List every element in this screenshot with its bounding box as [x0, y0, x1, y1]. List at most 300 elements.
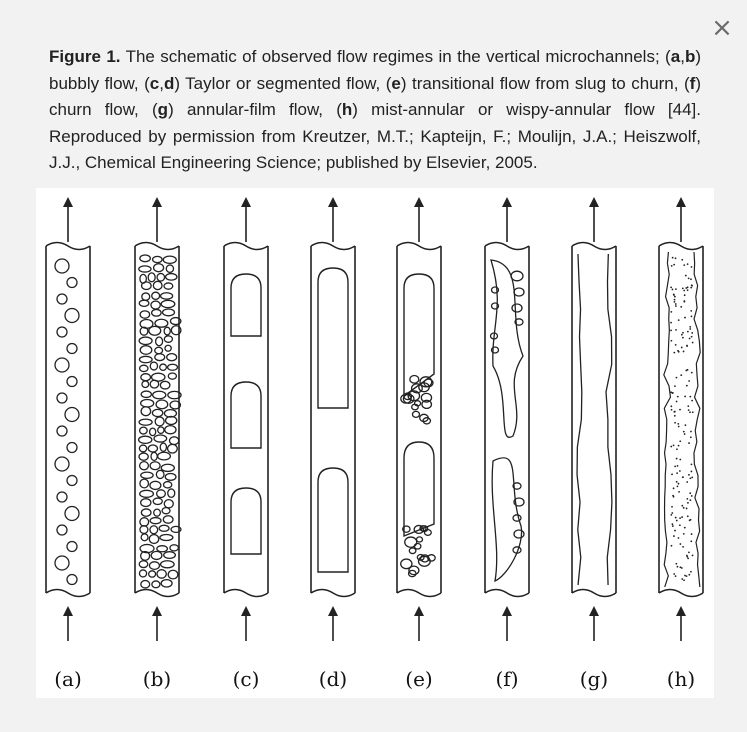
- mist-droplet: [683, 431, 685, 433]
- bubble: [169, 437, 178, 445]
- bubble: [167, 354, 177, 361]
- churn-gas-region: [492, 458, 521, 581]
- bubble: [165, 345, 171, 351]
- panel-label: (b): [142, 667, 172, 691]
- bubble: [156, 337, 163, 346]
- mist-droplet: [685, 275, 687, 277]
- bubble: [67, 377, 77, 387]
- bubble: [139, 436, 152, 443]
- mist-droplet: [675, 303, 677, 305]
- bubble: [150, 481, 161, 489]
- bubble: [152, 309, 162, 316]
- mist-droplet: [674, 466, 676, 468]
- bubble: [513, 515, 521, 521]
- mist-droplet: [679, 459, 681, 461]
- bubble: [139, 300, 149, 306]
- mist-droplet: [686, 481, 688, 483]
- bubble: [158, 427, 164, 434]
- mist-droplet: [690, 519, 692, 521]
- bubble: [168, 489, 175, 497]
- mist-droplet: [675, 517, 677, 519]
- mist-droplet: [684, 317, 686, 319]
- mist-droplet: [681, 505, 683, 507]
- panel-f: [485, 202, 529, 691]
- bubble: [164, 336, 172, 342]
- mist-droplet: [684, 527, 686, 529]
- mist-droplet: [675, 329, 677, 331]
- panel-label: (e): [405, 667, 433, 691]
- bubble: [166, 274, 177, 281]
- tube-end: [485, 243, 529, 250]
- mist-droplet: [691, 463, 693, 465]
- mist-droplet: [673, 352, 675, 354]
- mist-droplet: [688, 574, 690, 576]
- mist-droplet: [691, 285, 693, 287]
- mist-droplet: [686, 385, 688, 387]
- bubble: [416, 537, 422, 542]
- bubble: [67, 575, 77, 585]
- bubble: [148, 273, 155, 282]
- mist-droplet: [684, 575, 686, 577]
- bubble: [164, 500, 173, 508]
- taylor-bubble: [318, 268, 348, 408]
- bubble: [139, 561, 148, 568]
- mist-droplet: [689, 411, 691, 413]
- bubble: [140, 311, 150, 318]
- mist-droplet: [679, 566, 681, 568]
- bubble: [161, 464, 174, 471]
- bubble: [55, 457, 69, 471]
- mist-droplet: [681, 578, 683, 580]
- mist-droplet: [675, 288, 677, 290]
- bubble: [55, 259, 69, 273]
- bubble: [153, 391, 166, 398]
- distorted-slug: [404, 442, 434, 536]
- mist-droplet: [690, 436, 692, 438]
- tube-end: [224, 590, 268, 597]
- bubble: [158, 452, 171, 460]
- mist-droplet: [686, 556, 688, 558]
- mist-droplet: [691, 315, 693, 317]
- bubble: [166, 265, 173, 272]
- mist-droplet: [680, 306, 682, 308]
- bubble: [152, 581, 160, 588]
- mist-droplet: [681, 516, 683, 518]
- reference-link[interactable]: 44: [672, 100, 692, 120]
- bubble: [410, 376, 419, 384]
- panel-label: (h): [666, 667, 696, 691]
- bubble: [512, 304, 522, 312]
- mist-droplet: [674, 299, 676, 301]
- bubble: [164, 283, 173, 289]
- mist-droplet: [676, 481, 678, 483]
- mist-droplet: [690, 540, 692, 542]
- mist-droplet: [691, 476, 693, 478]
- mist-droplet: [682, 546, 684, 548]
- bubble: [149, 571, 156, 577]
- bubble: [514, 530, 524, 538]
- mist-droplet: [684, 433, 686, 435]
- bubble: [57, 525, 67, 535]
- tube-end: [46, 243, 90, 250]
- mist-droplet: [670, 329, 672, 331]
- mist-droplet: [679, 543, 681, 545]
- mist-droplet: [682, 337, 684, 339]
- bubble: [165, 426, 176, 434]
- mist-droplet: [681, 334, 683, 336]
- bubble: [151, 301, 160, 309]
- mist-droplet: [673, 411, 675, 413]
- bubble: [153, 281, 162, 289]
- bubble: [65, 507, 79, 521]
- bubble: [141, 534, 148, 541]
- bubble: [511, 271, 523, 281]
- mist-droplet: [688, 474, 690, 476]
- mist-droplet: [671, 473, 673, 475]
- mist-droplet: [673, 294, 675, 296]
- mist-droplet: [691, 495, 693, 497]
- mist-droplet: [684, 396, 686, 398]
- bubble: [170, 545, 178, 551]
- mist-droplet: [687, 263, 689, 265]
- tube-end: [397, 590, 441, 597]
- bubble: [141, 581, 150, 588]
- mist-droplet: [682, 332, 684, 334]
- panel-c: [224, 202, 268, 691]
- mist-droplet: [675, 305, 677, 307]
- mist-droplet: [680, 374, 682, 376]
- mist-droplet: [689, 492, 691, 494]
- mist-droplet: [671, 512, 673, 514]
- bubble: [155, 347, 163, 354]
- bubble: [155, 417, 164, 426]
- taylor-bubble: [231, 382, 261, 448]
- bubble: [157, 273, 165, 281]
- bubble: [67, 476, 77, 486]
- mist-droplet: [686, 508, 688, 510]
- panel-b: [135, 202, 181, 691]
- bubble: [141, 472, 153, 478]
- mist-droplet: [690, 431, 692, 433]
- mist-droplet: [683, 301, 685, 303]
- bubble: [160, 381, 170, 389]
- bubble: [412, 411, 419, 417]
- bubble: [139, 453, 148, 460]
- mist-droplet: [687, 557, 689, 559]
- mist-droplet: [687, 405, 689, 407]
- mist-droplet: [675, 575, 677, 577]
- mist-droplet: [675, 563, 677, 565]
- mist-droplet: [674, 296, 676, 298]
- close-icon[interactable]: ×: [711, 13, 733, 43]
- mist-droplet: [676, 472, 678, 474]
- bubble: [140, 365, 148, 371]
- bubble: [57, 426, 67, 436]
- mist-droplet: [671, 506, 673, 508]
- mist-droplet: [679, 524, 681, 526]
- bubble: [148, 445, 157, 452]
- bubble: [161, 561, 175, 568]
- mist-droplet: [678, 426, 680, 428]
- bubble: [65, 309, 79, 323]
- figure-caption: Figure 1. The schematic of observed flow regimes in the vertical microchannels; (a,b) bubbly flow, (c,d) Taylor or segmented flow, (e) transitional flow from slug to churn, (f) churn flow, (g) annular-film flow, (h) mist-annular or wispy-annular flow [44]. Reproduced by permission from Kreutzer, M.T.; Kapteijn, F.; Moulijn, J.A.; Heiszwolf, J.J., Chemical Engineering Science; published by Elsevier, 2005.: [49, 47, 701, 173]
- mist-droplet: [689, 499, 691, 501]
- mist-droplet: [676, 458, 678, 460]
- tube-end: [46, 590, 90, 597]
- mist-droplet: [689, 338, 691, 340]
- mist-droplet: [671, 545, 673, 547]
- mist-droplet: [673, 573, 675, 575]
- panel-a: [46, 202, 90, 691]
- bubble: [151, 551, 162, 559]
- mist-droplet: [672, 392, 674, 394]
- bubble: [141, 499, 151, 507]
- mist-droplet: [684, 294, 686, 296]
- bubble: [157, 546, 168, 552]
- mist-droplet: [687, 331, 689, 333]
- mist-droplet: [673, 264, 675, 266]
- mist-droplet: [687, 286, 689, 288]
- bubble: [154, 435, 167, 442]
- bubble: [150, 380, 158, 388]
- bubble: [168, 373, 176, 379]
- mist-droplet: [691, 332, 693, 334]
- wispy-film-right: [694, 252, 700, 587]
- bubble: [67, 278, 77, 288]
- bubble: [514, 288, 524, 296]
- mist-droplet: [687, 502, 689, 504]
- bubble: [164, 482, 172, 488]
- liquid-film-right: [606, 254, 612, 585]
- bubble: [151, 452, 157, 460]
- mist-droplet: [677, 423, 679, 425]
- bubble: [139, 266, 151, 272]
- mist-droplet: [676, 377, 678, 379]
- mist-droplet: [691, 266, 693, 268]
- mist-droplet: [676, 401, 678, 403]
- mist-droplet: [671, 523, 673, 525]
- mist-droplet: [671, 265, 673, 267]
- mist-droplet: [677, 465, 679, 467]
- mist-droplet: [679, 409, 681, 411]
- tube-end: [397, 243, 441, 250]
- mist-droplet: [679, 517, 681, 519]
- bubble: [405, 537, 417, 547]
- bubble: [140, 479, 149, 488]
- mist-droplet: [678, 537, 680, 539]
- taylor-bubble: [318, 468, 348, 572]
- mist-droplet: [670, 286, 672, 288]
- tube-end: [311, 590, 355, 597]
- mist-droplet: [683, 579, 685, 581]
- bubble: [152, 409, 162, 416]
- tube-end: [659, 243, 703, 250]
- mist-droplet: [687, 515, 689, 517]
- bubble: [67, 344, 77, 354]
- bubble: [141, 374, 151, 381]
- mist-droplet: [683, 290, 685, 292]
- bubble: [150, 526, 158, 534]
- bubble: [141, 391, 151, 397]
- bubble: [160, 443, 166, 451]
- mist-droplet: [679, 470, 681, 472]
- mist-droplet: [687, 289, 689, 291]
- mist-droplet: [690, 287, 692, 289]
- bubble: [409, 548, 416, 554]
- mist-droplet: [689, 396, 691, 398]
- taylor-bubble: [231, 488, 261, 554]
- bubble: [139, 445, 146, 452]
- panel-label: (g): [579, 667, 609, 691]
- bubble: [149, 535, 158, 544]
- bubble: [154, 509, 161, 516]
- bubble: [163, 516, 173, 523]
- mist-droplet: [677, 396, 679, 398]
- mist-droplet: [691, 372, 693, 374]
- mist-droplet: [683, 507, 685, 509]
- mist-droplet: [674, 385, 676, 387]
- mist-droplet: [688, 409, 690, 411]
- panel-label: (a): [54, 667, 82, 691]
- bubble: [140, 255, 150, 262]
- mist-droplet: [683, 264, 685, 266]
- bubble: [159, 525, 169, 531]
- figure-drawing: [36, 188, 714, 698]
- mist-droplet: [678, 445, 680, 447]
- bubble: [140, 518, 149, 526]
- bubble: [140, 490, 154, 497]
- tube-end: [135, 590, 179, 597]
- mist-droplet: [688, 277, 690, 279]
- mist-droplet: [692, 342, 694, 344]
- bubble: [150, 518, 161, 524]
- bubble: [160, 534, 173, 540]
- bubble: [153, 256, 163, 262]
- bubble: [142, 293, 150, 300]
- mist-droplet: [674, 422, 676, 424]
- bubble: [168, 364, 178, 370]
- mist-droplet: [673, 535, 675, 537]
- mist-droplet: [689, 326, 691, 328]
- mist-droplet: [682, 476, 684, 478]
- mist-droplet: [681, 347, 683, 349]
- taylor-bubble: [231, 274, 261, 336]
- mist-droplet: [679, 440, 681, 442]
- mist-droplet: [670, 514, 672, 516]
- bubble: [156, 470, 164, 478]
- tube-end: [572, 243, 616, 250]
- bubble: [163, 256, 176, 263]
- bubble: [139, 419, 152, 425]
- mist-droplet: [676, 520, 678, 522]
- bubble: [168, 444, 178, 453]
- bubble: [161, 293, 173, 299]
- bubble: [57, 294, 67, 304]
- bubble: [142, 381, 149, 388]
- mist-droplet: [691, 533, 693, 535]
- mist-droplet: [690, 477, 692, 479]
- mist-droplet: [670, 322, 672, 324]
- mist-droplet: [670, 446, 672, 448]
- tube-end: [224, 243, 268, 250]
- mist-droplet: [677, 566, 679, 568]
- mist-droplet: [691, 400, 693, 402]
- mist-droplet: [671, 409, 673, 411]
- mist-droplet: [688, 442, 690, 444]
- mist-droplet: [690, 571, 692, 573]
- mist-droplet: [677, 485, 679, 487]
- mist-droplet: [673, 444, 675, 446]
- liquid-film-left: [577, 254, 582, 585]
- bubble: [55, 358, 69, 372]
- bubble: [163, 309, 175, 316]
- bubble: [57, 393, 67, 403]
- bubble: [161, 580, 172, 587]
- bubble: [139, 337, 152, 344]
- mist-droplet: [685, 370, 687, 372]
- tube-end: [572, 590, 616, 597]
- wispy-film-left: [664, 252, 671, 587]
- mist-droplet: [678, 319, 680, 321]
- bubble: [155, 354, 165, 361]
- bubble: [161, 300, 175, 307]
- mist-droplet: [690, 278, 692, 280]
- bubble: [67, 443, 77, 453]
- mist-droplet: [670, 405, 672, 407]
- bubble: [140, 462, 149, 470]
- panel-label: (d): [318, 667, 348, 691]
- mist-droplet: [691, 471, 693, 473]
- mist-droplet: [686, 498, 688, 500]
- mist-droplet: [670, 311, 672, 313]
- bubble: [139, 356, 152, 362]
- mist-droplet: [672, 257, 674, 259]
- tube-end: [485, 590, 529, 597]
- mist-droplet: [674, 530, 676, 532]
- mist-droplet: [692, 411, 694, 413]
- bubble: [149, 326, 161, 335]
- mist-droplet: [672, 289, 674, 291]
- panel-label: (f): [495, 667, 519, 691]
- bubble: [55, 556, 69, 570]
- mist-droplet: [678, 491, 680, 493]
- mist-droplet: [676, 448, 678, 450]
- bubble: [165, 473, 176, 480]
- bubble: [157, 570, 166, 578]
- mist-droplet: [670, 391, 672, 393]
- bubble: [141, 509, 151, 516]
- mist-droplet: [683, 351, 685, 353]
- panel-g: [572, 202, 616, 691]
- panel-label: (c): [232, 667, 260, 691]
- mist-droplet: [674, 415, 676, 417]
- bubble: [162, 508, 170, 514]
- flow-regimes-figure: [36, 188, 714, 698]
- mist-droplet: [681, 259, 683, 261]
- mist-droplet: [673, 496, 675, 498]
- mist-droplet: [672, 525, 674, 527]
- bubble: [65, 408, 79, 422]
- mist-droplet: [688, 551, 690, 553]
- bubble: [157, 490, 166, 498]
- bubble: [164, 552, 176, 559]
- bubble: [168, 570, 178, 579]
- mist-droplet: [675, 344, 677, 346]
- bubble: [149, 562, 159, 570]
- bubble: [152, 292, 160, 299]
- mist-droplet: [677, 350, 679, 352]
- mist-droplet: [683, 533, 685, 535]
